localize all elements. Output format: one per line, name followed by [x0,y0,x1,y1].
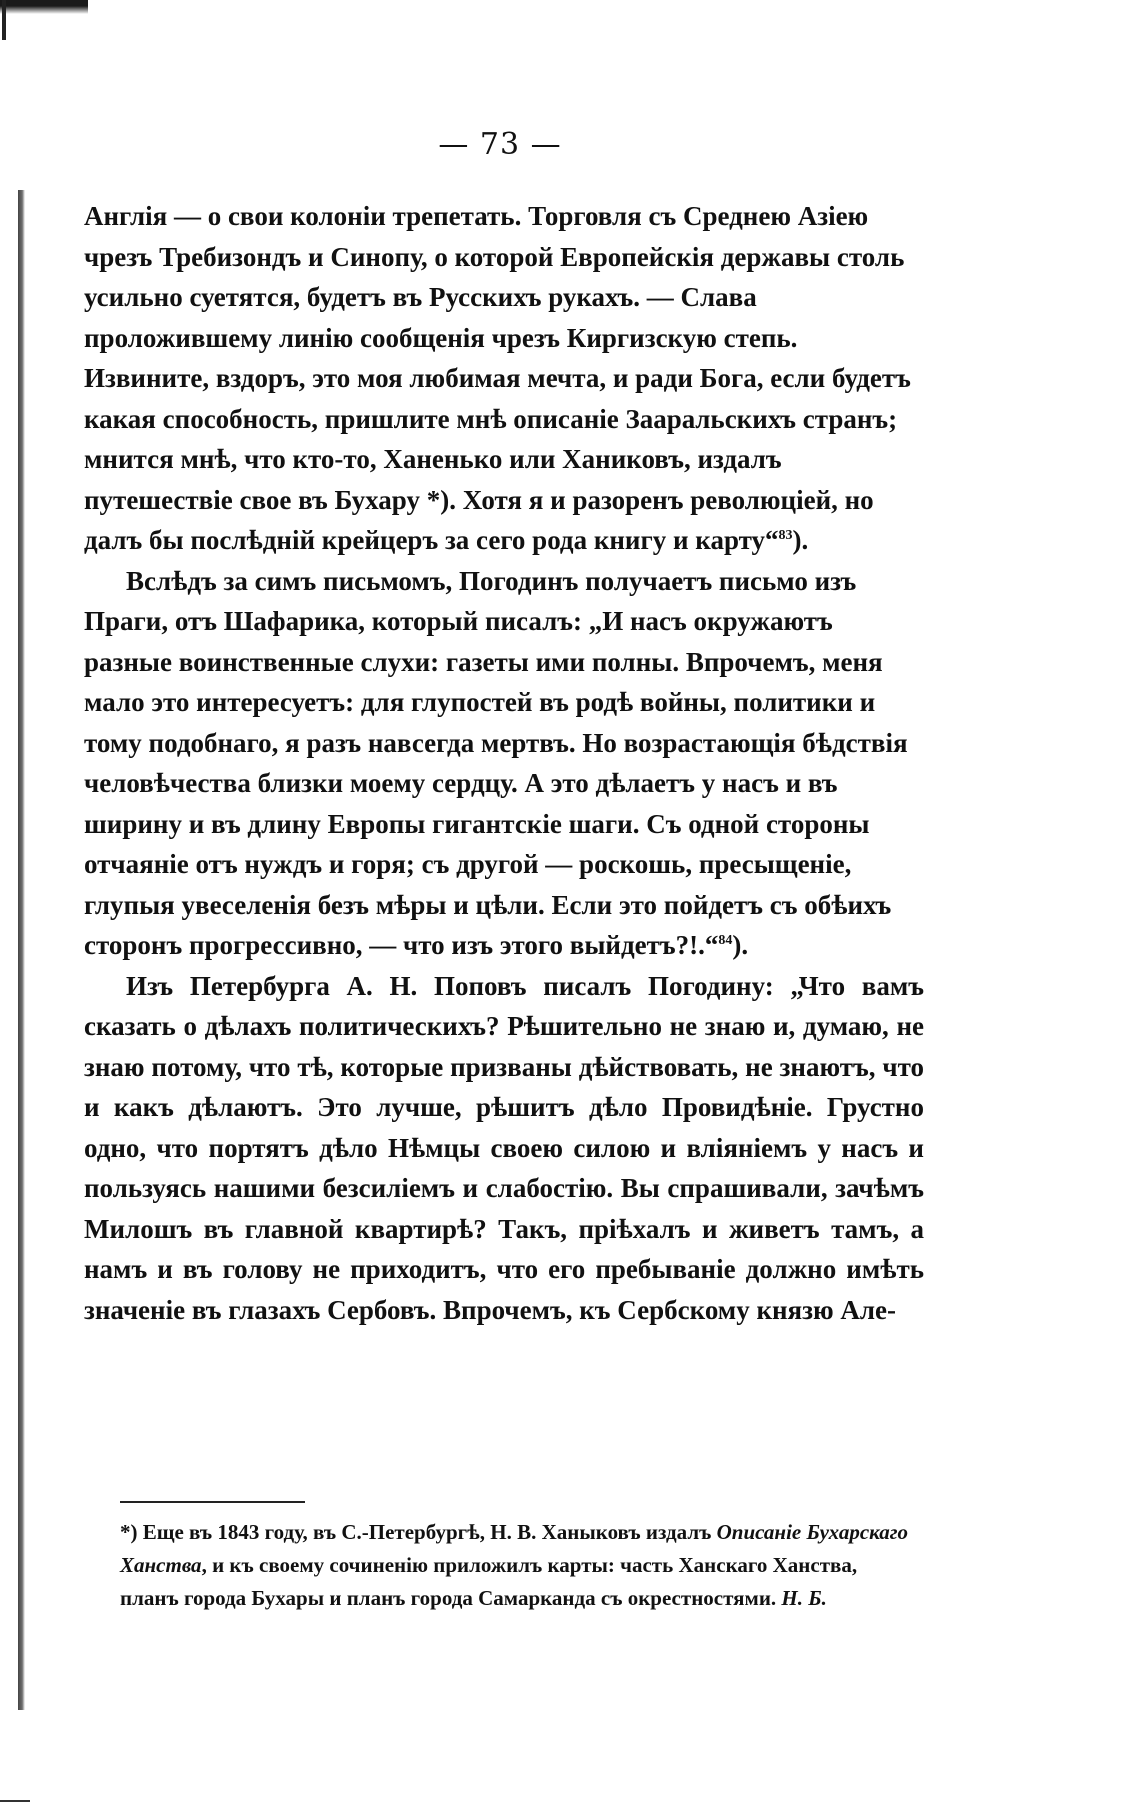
paragraph-1 [84,196,924,561]
reference-84: 84 [718,933,733,948]
scan-edge-left [18,190,25,1710]
footnote-text-b: , и къ своему сочиненію приложилъ карты: часть Ханскаго Ханства, планъ города Бухары и планъ города Самарканда съ окрестностями. [120,1553,858,1610]
footnote-text-a: Еще въ 1843 году, въ С.-Петербургѣ, Н. В. Ханыковъ издалъ [142,1520,712,1544]
footnote [120,1516,920,1615]
paragraph-2 [84,561,924,966]
paragraph-2-end: ). [732,930,749,960]
paragraph-2-text: Вслѣдъ за симъ письмомъ, Погодинъ получаетъ письмо изъ Праги, отъ Шафарика, который писалъ: „И насъ окружаютъ разные воинственные слухи: газеты ими полны. Впрочемъ, меня мало это интересуетъ: для глупостей въ родѣ войны, политики и тому подобнаго, я разъ навсегда мертвъ. Но возрастающія бѣдствія человѣчества близки моему сердцу. А это дѣлаетъ у насъ и въ ширину и въ длину Европы гигантскіе шаги. Съ одной стороны отчаяніе отъ нуждъ и горя; съ другой — роскошь, пресыщеніе, глупыя увеселенія безъ мѣры и цѣли. Если это пойдетъ съ обѣихъ сторонъ прогрессивно, — что изъ этого выйдетъ?!.“ [84,565,908,960]
page-number: — 73 — [438,127,562,162]
paragraph-1-text: Англія — о свои колоніи трепетать. Торговля съ Среднею Азіею чрезъ Требизондъ и Синопу, о которой Европейскія державы столь усильно суетятся, будетъ въ Русскихъ рукахъ. — Слава проложившему линію сообщенія чрезъ Киргизскую степь. Извините, вздоръ, это моя любимая мечта, и ради Бога, если будетъ какая способность, пришлите мнѣ описаніе Заарaльскихъ странъ; мнится мнѣ, что кто-то, Ханенько или Ханиковъ, издалъ путешествіе свое въ Бухару *). Хотя я и разоренъ революціей, но далъ бы послѣдній крейцеръ за сего рода книгу и карту“ [84,201,911,555]
paragraph-1-end: ). [792,525,809,555]
scan-edge-left-top [2,0,6,40]
paragraph-3: Изъ Петербурга А. Н. Поповъ писалъ Погодину: „Что вамъ сказать о дѣлахъ политическихъ? Рѣшительно не знаю и, думаю, не знаю потому, что тѣ, которые призваны дѣйствовать, не знаютъ, что и какъ дѣлаютъ. Это лучше, рѣшитъ дѣло Провидѣніе. Грустно одно, что портятъ дѣло Нѣмцы своею силою и вліяніемъ у насъ и пользуясь нашими безсиліемъ и слабостію. Вы спрашивали, зачѣмъ Милошъ въ главной квартирѣ? Такъ, пріѣхалъ и живетъ тамъ, а намъ и въ голову не приходитъ, что его пребываніе должно имѣть значеніе въ глазахъ Сербовъ. Впрочемъ, къ Сербскому князю Але- [84,970,924,1325]
footnote-book-title: Описаніе Бухарскаго Ханства [120,1520,909,1577]
footnote-signature: Н. Б. [781,1586,827,1610]
reference-83: 83 [778,528,793,543]
footnote-marker: *) [120,1520,138,1544]
footnote-divider [120,1501,305,1503]
scan-edge-top [0,0,88,14]
main-text [84,196,924,1330]
scan-edge-bottom [0,1800,30,1802]
